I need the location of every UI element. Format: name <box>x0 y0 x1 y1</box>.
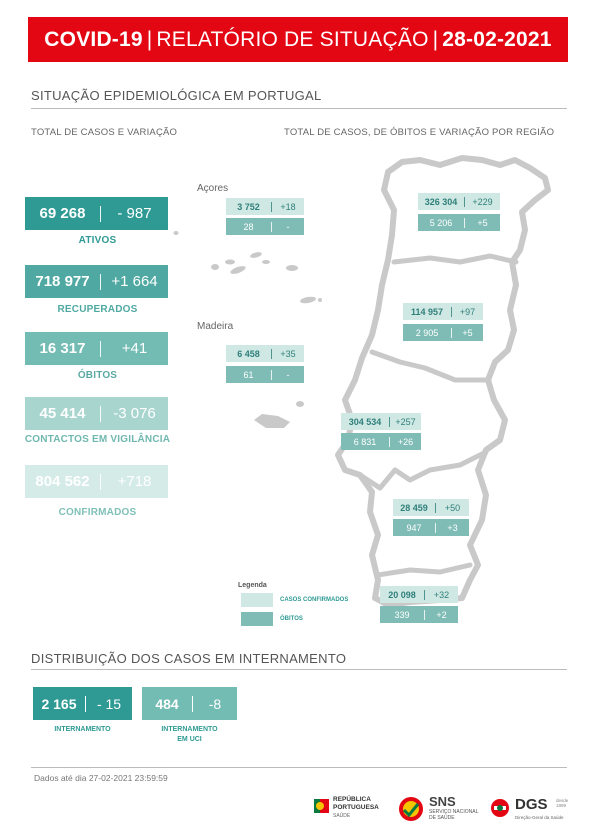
stat-total: 69 268 <box>39 205 86 222</box>
icu-variation: -8 <box>208 695 222 712</box>
dgs-title: DGS <box>515 796 548 813</box>
legend-title: Legenda <box>238 582 267 589</box>
title-covid: COVID-19 <box>44 27 143 51</box>
region-divider <box>389 417 390 427</box>
stat-variation: +718 <box>117 473 152 490</box>
title-separator: | <box>432 27 439 51</box>
region-cases-centro <box>403 303 483 320</box>
legend-swatch-deaths <box>241 612 273 626</box>
dgs-subtitle: Direção-Geral da Saúde <box>515 815 564 820</box>
region-cases-norte <box>418 193 500 210</box>
border-centro-lvt <box>372 352 488 380</box>
region-divider <box>451 307 452 317</box>
stat-label-recovered: RECUPERADOS <box>57 304 138 315</box>
dgs-logo <box>490 796 580 826</box>
logo1-line1: REPÚBLICA <box>333 796 371 803</box>
hosp-variation: - 15 <box>96 695 122 712</box>
icu-label <box>142 725 237 745</box>
data-timestamp-note: Dados até dia 27-02-2021 23:59:59 <box>34 773 168 783</box>
logo1-line3: SAÚDE <box>333 813 351 819</box>
title-report: RELATÓRIO DE SITUAÇÃO <box>156 27 429 51</box>
region-deaths-alentejo <box>393 519 469 536</box>
region-deaths-total: 6 831 <box>353 436 377 447</box>
region-deaths-variation: +2 <box>436 609 447 620</box>
footer-divider <box>31 767 567 768</box>
region-cases-azores <box>226 198 304 215</box>
region-divider <box>464 218 465 228</box>
region-deaths-total: 28 <box>243 221 254 232</box>
stat-label-surveillance: CONTACTOS EM VIGILÂNCIA <box>24 434 171 445</box>
region-deaths-madeira <box>226 366 304 383</box>
region-deaths-variation: +3 <box>447 522 458 533</box>
region-divider <box>271 202 272 212</box>
border-lvt-alentejo <box>360 452 486 488</box>
dgs-since: desde 1899 <box>556 798 569 808</box>
title-separator: | <box>146 27 153 51</box>
stat-total: 45 414 <box>39 405 86 422</box>
republica-portuguesa-logo <box>314 795 394 825</box>
border-norte-centro <box>394 256 516 262</box>
region-cases-total: 6 458 <box>237 348 260 359</box>
icu-label-line1: INTERNAMENTO <box>161 726 218 733</box>
stat-total: 16 317 <box>39 340 86 357</box>
region-divider <box>271 222 272 232</box>
region-cases-variation: +35 <box>280 348 296 359</box>
region-cases-madeira <box>226 345 304 362</box>
subtitle-regions: TOTAL DE CASOS, DE ÓBITOS E VARIAÇÃO POR REGIÃO <box>284 127 555 138</box>
region-deaths-variation: - <box>286 221 290 232</box>
stat-variation: +1 664 <box>111 273 158 290</box>
stat-label-confirmed: CONFIRMADOS <box>58 507 137 518</box>
stat-label-active: ATIVOS <box>78 235 117 246</box>
madeira-islands <box>254 401 304 428</box>
region-deaths-variation: +26 <box>397 436 414 447</box>
stat-variation: +41 <box>121 340 148 357</box>
legend-swatch-confirmed <box>241 593 273 607</box>
region-cases-variation: +32 <box>433 589 450 600</box>
region-deaths-lvt <box>341 433 421 450</box>
region-cases-total: 114 957 <box>410 306 444 317</box>
legend-label-confirmed: CASOS CONFIRMADOS <box>280 597 349 603</box>
sns-title: SNS <box>429 794 456 809</box>
region-deaths-variation: - <box>286 369 290 380</box>
dgs-emblem-icon <box>490 798 512 818</box>
region-cases-variation: +50 <box>444 502 461 513</box>
region-deaths-total: 2 905 <box>415 327 439 338</box>
region-deaths-variation: +5 <box>477 217 488 228</box>
sns-line2: DE SAÚDE <box>429 815 455 821</box>
region-cases-variation: +257 <box>395 416 416 427</box>
region-deaths-centro <box>403 324 483 341</box>
region-deaths-norte <box>418 214 500 231</box>
legend-label-deaths: ÓBITOS <box>280 616 303 622</box>
hosp-total: 2 165 <box>41 695 77 712</box>
sns-emblem-icon <box>398 796 424 822</box>
region-divider <box>464 197 465 207</box>
region-divider <box>424 590 425 600</box>
section-title-hospitalization: DISTRIBUIÇÃO DOS CASOS EM INTERNAMENTO <box>31 651 347 666</box>
region-deaths-total: 61 <box>243 369 254 380</box>
stat-icu <box>142 687 237 720</box>
region-cases-variation: +97 <box>459 306 476 317</box>
icu-label-line2: EM UCI <box>177 736 202 743</box>
region-deaths-algarve <box>380 606 458 623</box>
region-divider <box>435 503 436 513</box>
region-cases-total: 304 534 <box>348 416 382 427</box>
region-cases-total: 3 752 <box>237 201 260 212</box>
sns-logo <box>398 794 483 826</box>
region-cases-variation: +18 <box>280 201 296 212</box>
flag-emblem-icon <box>314 797 330 815</box>
stat-variation: -3 076 <box>113 405 156 422</box>
hosp-label: INTERNAMENTO <box>54 726 111 733</box>
region-deaths-total: 5 206 <box>429 217 453 228</box>
region-deaths-total: 947 <box>406 522 422 533</box>
subtitle-totals: TOTAL DE CASOS E VARIAÇÃO <box>31 127 178 138</box>
region-cases-lvt <box>341 413 421 430</box>
region-divider <box>451 328 452 338</box>
region-cases-total: 326 304 <box>424 196 458 207</box>
region-deaths-total: 339 <box>394 609 410 620</box>
azores-islands <box>174 231 323 304</box>
region-cases-variation: +229 <box>472 196 493 207</box>
stat-hospitalized <box>33 687 132 720</box>
region-divider <box>424 610 425 620</box>
region-divider <box>271 370 272 380</box>
stat-variation: - 987 <box>117 205 152 222</box>
region-cases-total: 28 459 <box>400 502 428 513</box>
region-name-azores: Açores <box>197 183 229 194</box>
section-divider <box>31 669 567 670</box>
region-name-madeira: Madeira <box>197 321 234 332</box>
region-cases-total: 20 098 <box>388 589 416 600</box>
stat-label-deaths: ÓBITOS <box>77 370 118 381</box>
region-divider <box>389 437 390 447</box>
region-cases-algarve <box>380 586 458 603</box>
region-divider <box>271 349 272 359</box>
sns-line1: SERVIÇO NACIONAL <box>429 809 479 815</box>
section-title-epidemiological: SITUAÇÃO EPIDEMIOLÓGICA EM PORTUGAL <box>31 88 322 103</box>
region-deaths-azores <box>226 218 304 235</box>
icu-total: 484 <box>155 695 179 712</box>
title-date: 28-02-2021 <box>442 27 552 51</box>
stat-total: 718 977 <box>35 273 90 290</box>
stat-total: 804 562 <box>35 473 90 490</box>
border-alentejo-algarve <box>378 565 470 575</box>
region-deaths-variation: +5 <box>462 327 473 338</box>
region-divider <box>435 523 436 533</box>
region-cases-alentejo <box>393 499 469 516</box>
logo1-line2: PORTUGUESA <box>333 804 379 811</box>
